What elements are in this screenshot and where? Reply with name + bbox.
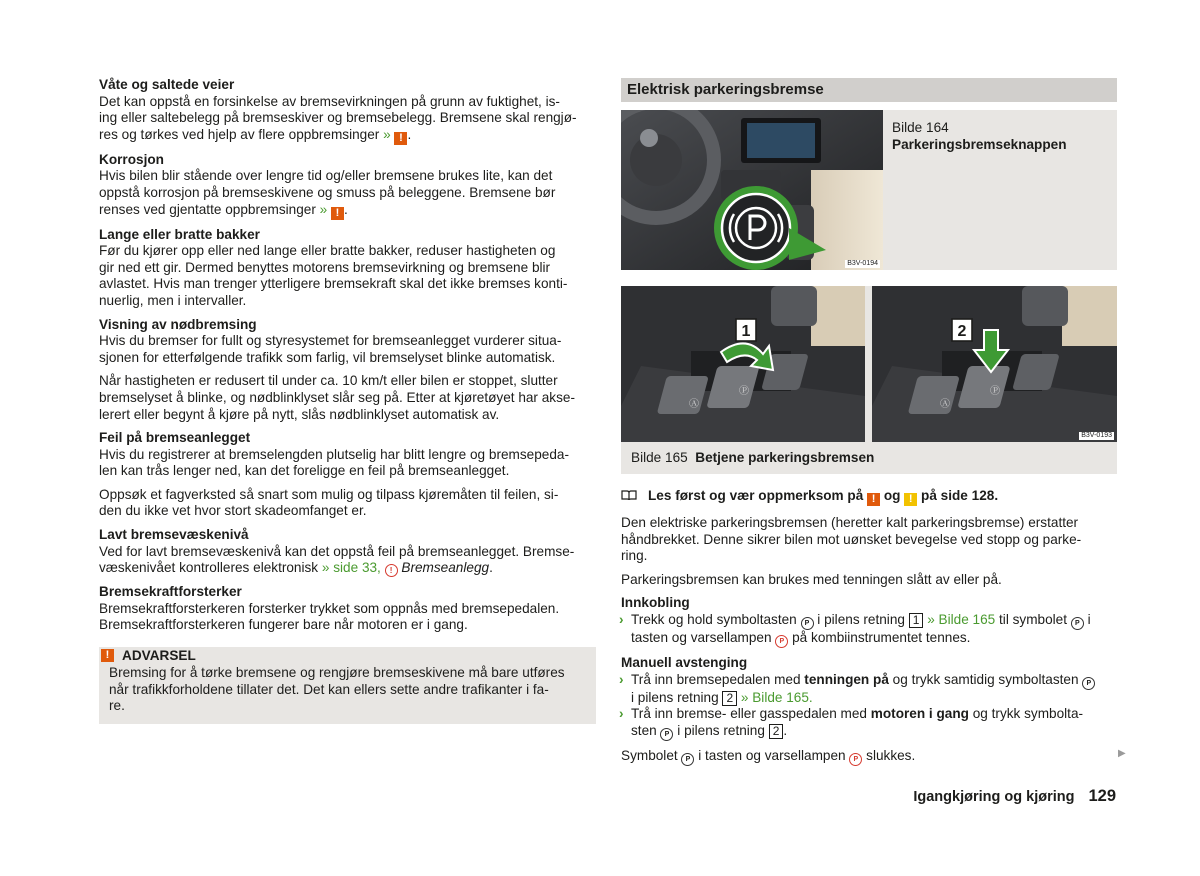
- text-bold: motoren i gang: [870, 706, 969, 722]
- heading-manuell: Manuell avstenging: [621, 654, 748, 670]
- step: [621, 612, 1117, 648]
- text-span: Trå inn bremse- eller gasspedalen med: [631, 706, 867, 722]
- text-span: og trykk symbolta-: [972, 706, 1084, 722]
- svg-text:Ⓟ: Ⓟ: [990, 386, 1000, 397]
- text-span: til symbolet: [999, 611, 1068, 627]
- figure-165: [621, 286, 1117, 474]
- text-line: [631, 672, 1117, 690]
- text-line: ring.: [621, 548, 648, 564]
- warning-icon[interactable]: !: [331, 207, 344, 220]
- text-line: [631, 706, 1117, 723]
- figure-164-caption: [892, 120, 1067, 153]
- heading-booster: Bremsekraftforsterker: [99, 584, 242, 600]
- text-line: Ved for lavt bremsevæskenivå kan det oppstå feil på bremseanlegget. Bremse-: [99, 543, 575, 559]
- figure-165-caption: [631, 450, 874, 467]
- text-line: [99, 560, 596, 577]
- parking-brake-icon: P: [1071, 617, 1084, 630]
- parking-brake-icon: P: [801, 617, 814, 630]
- section-emergency-braking: [99, 317, 596, 424]
- text-line: [631, 630, 1117, 648]
- text-line: Den elektriske parkeringsbremsen (heretter kalt parkeringsbremse) erstatter: [621, 515, 1079, 530]
- warning-body: [99, 665, 596, 715]
- heading-innkobling: Innkobling: [621, 595, 690, 611]
- text-line: Det kan oppstå en forsinkelse av bremsevirkningen på grunn av fuktighet, is-: [99, 93, 560, 109]
- text-line: renses ved gjentatte oppbremsinger » ! .: [99, 201, 348, 219]
- brake-warning-icon: !: [385, 564, 398, 577]
- parking-brake-icon: P: [1082, 677, 1095, 690]
- warning-box: [99, 647, 596, 724]
- text-line: Bremsing for å tørke bremsene og rengjøre bremseskivene må bare utføres: [109, 665, 565, 681]
- section-title-bar: Elektrisk parkeringsbremse: [621, 78, 1117, 102]
- text-line: Bremsekraftforsterkeren fungerer bare når motoren er i gang.: [99, 617, 468, 633]
- text-span: på side 128.: [921, 488, 999, 503]
- figure-number: Bilde 164: [892, 120, 949, 135]
- warning-header: [99, 647, 596, 665]
- link-side-33[interactable]: » side 33,: [321, 560, 381, 576]
- parking-brake-lamp-icon: P: [849, 753, 862, 766]
- text-line: Bremsekraftforsterkeren forsterker trykket som oppnås med bremsepedalen.: [99, 600, 560, 616]
- text-line: Parkeringsbremsen kan brukes med tenningen slått av eller på.: [621, 571, 1002, 587]
- text-span: på kombiinstrumentet tennes.: [792, 629, 971, 645]
- link-arrow[interactable]: »: [319, 201, 328, 217]
- console-illustration: [621, 110, 883, 270]
- image-code: B3V-0193: [1081, 432, 1112, 439]
- text-line: lerert eller begynt å kjøre på nytt, slås nødblinklyset automatisk av.: [99, 406, 500, 422]
- text-span: Symbolet: [621, 747, 678, 763]
- text-line: den du ikke vet hvor stort skadeomfanget er.: [99, 503, 367, 519]
- chapter-title: Igangkjøring og kjøring: [913, 789, 1075, 805]
- text-italic: Bremseanlegg: [401, 560, 490, 576]
- text-span: Les først og vær oppmerksom på: [648, 488, 864, 503]
- text-span: tasten og varsellampen: [631, 629, 772, 645]
- page-number: 129: [1088, 787, 1116, 805]
- text-line: [631, 723, 1117, 741]
- text-line: nuerlig, men i intervaller.: [99, 292, 247, 308]
- read-first-note: [621, 488, 1117, 506]
- text-span: Trå inn bremsepedalen med: [631, 671, 801, 687]
- text-span: slukkes.: [866, 747, 916, 763]
- text-span: i tasten og varsellampen: [698, 747, 846, 763]
- warning-title: ADVARSEL: [122, 648, 196, 664]
- link-arrow[interactable]: »: [383, 126, 391, 142]
- figure-165-image-2: [872, 286, 1117, 442]
- marker-1: 1: [741, 323, 751, 340]
- button-push-illustration: [872, 286, 1117, 442]
- text-line: sjonen for etterfølgende trafikk som farlig, vil bremselyset blinke automatisk.: [99, 349, 556, 365]
- text-line: avlastet. Hvis man trenger ytterligere bremsekraft skal det ikke bremses konti-: [99, 276, 568, 292]
- link-bilde-165[interactable]: » Bilde 165: [927, 611, 996, 627]
- text-line: Hvis bilen blir stående over lengre tid og/eller bremsene brukes lite, kan det: [99, 168, 553, 184]
- section-wet-roads: [99, 77, 596, 145]
- button-pull-illustration: [621, 286, 865, 442]
- heading-brake-fault: Feil på bremseanlegget: [99, 430, 251, 446]
- text-line: Når hastigheten er redusert til under ca. 10 km/t eller bilen er stoppet, slutter: [99, 373, 558, 389]
- text-line: [621, 748, 1117, 766]
- warning-icon: !: [101, 649, 114, 662]
- figure-164: [621, 110, 1117, 270]
- figure-title: Betjene parkeringsbremsen: [695, 450, 875, 465]
- text-line: res og tørkes ved hjelp av flere oppbremsinger » ! .: [99, 126, 412, 144]
- text-line: [631, 612, 1117, 630]
- parking-brake-icon: P: [681, 753, 694, 766]
- section-booster: [99, 584, 596, 634]
- text-bold: tenningen på: [804, 671, 889, 687]
- text-span: og: [883, 488, 901, 503]
- svg-text:Ⓟ: Ⓟ: [739, 386, 749, 397]
- text-span: res og tørkes ved hjelp av flere oppbremsinger: [99, 126, 380, 142]
- step: [621, 672, 1117, 707]
- image-code: B3V-0194: [847, 260, 878, 267]
- text-line: ing eller saltebelegg på bremseskiver og bremsebelegg. Bremsene skal rengjø-: [99, 110, 577, 126]
- figure-number: Bilde 165: [631, 450, 688, 465]
- left-column: [99, 77, 596, 724]
- text-span: i pilens retning: [677, 722, 765, 738]
- text-span: væskenivået kontrolleres elektronisk: [99, 560, 319, 576]
- text-line: re.: [109, 698, 125, 714]
- arrow-number-box: 2: [769, 724, 784, 739]
- parking-brake-lamp-icon: P: [775, 635, 788, 648]
- section-low-fluid: [99, 527, 596, 577]
- text-line: [631, 690, 1117, 707]
- text-span: Trekk og hold symboltasten: [631, 611, 797, 627]
- text-line: oppstå korrosjon på bremseskivene og smuss på beleggene. Bremsene bør: [99, 184, 556, 200]
- text-line: gir ned ett gir. Dermed benyttes motorens bremsevirkning og bremsene blir: [99, 259, 551, 275]
- text-span: i: [1087, 611, 1091, 627]
- link-bilde-165[interactable]: » Bilde 165.: [740, 689, 813, 705]
- heading-emergency-braking: Visning av nødbremsing: [99, 316, 257, 332]
- parking-brake-icon: P: [660, 728, 673, 741]
- text-span: og trykk samtidig symboltasten: [892, 671, 1079, 687]
- text-span: sten: [631, 722, 657, 738]
- warning-icon[interactable]: !: [867, 493, 880, 506]
- text-line: Før du kjører opp eller ned lange eller bratte bakker, reduser hastigheten og: [99, 243, 556, 259]
- heading-low-fluid: Lavt bremsevæskenivå: [99, 527, 249, 543]
- text-line: Hvis du bremser for fullt og styresystemet for bremseanlegget vurderer situa-: [99, 333, 562, 349]
- figure-title: Parkeringsbremseknappen: [892, 136, 1067, 152]
- marker-2: 2: [957, 323, 967, 340]
- text-line: len kan trås lenger ned, kan det foreligge en feil på bremseanlegget.: [99, 463, 510, 479]
- text-line: når trafikkforholdene tillater det. Det kan ellers sette andre trafikanter i fa-: [109, 681, 549, 697]
- text-line: Oppsøk et fagverksted så snart som mulig og tilpass kjøremåten til feilen, si-: [99, 486, 559, 502]
- figure-164-image: [621, 110, 883, 270]
- section-corrosion: [99, 152, 596, 220]
- right-column: [621, 78, 1117, 766]
- text-line: bremselyset å blinke, og nødblinklyset slår seg på. Etter at kjøretøyet har akse-: [99, 389, 575, 405]
- text-line: Hvis du registrerer at bremselengden plutselig har blitt lengre og bremsepeda-: [99, 446, 569, 462]
- arrow-number-box: 2: [722, 691, 737, 706]
- text-span: .: [489, 560, 493, 576]
- heading-corrosion: Korrosjon: [99, 151, 164, 167]
- step-arrow: ›: [619, 706, 624, 722]
- heading-wet-roads: Våte og saltede veier: [99, 77, 235, 92]
- section-long-hills: [99, 227, 596, 310]
- figure-165-image-1: [621, 286, 865, 442]
- text-span: renses ved gjentatte oppbremsinger: [99, 201, 316, 217]
- section-brake-fault: [99, 430, 596, 520]
- svg-text:Ⓐ: Ⓐ: [940, 399, 950, 410]
- page-footer: [913, 788, 1116, 806]
- arrow-number-box: 1: [909, 613, 924, 628]
- text-span: i pilens retning: [817, 611, 905, 627]
- step: [621, 706, 1117, 741]
- book-icon: [621, 490, 637, 501]
- step-arrow: ›: [619, 671, 624, 687]
- svg-text:Ⓐ: Ⓐ: [689, 399, 699, 410]
- text-span: i pilens retning: [631, 689, 719, 705]
- text-line: håndbrekket. Denne sikrer bilen mot uønsket bevegelse ved stopp og parke-: [621, 531, 1082, 547]
- section-manuell: [621, 655, 1117, 741]
- warning-icon[interactable]: !: [394, 132, 407, 145]
- section-innkobling: [621, 595, 1117, 648]
- heading-long-hills: Lange eller bratte bakker: [99, 226, 260, 242]
- step-arrow: ›: [619, 611, 624, 627]
- continue-arrow-icon: ▶: [1118, 748, 1126, 759]
- text-span: .: [783, 722, 788, 738]
- note-icon[interactable]: !: [904, 493, 917, 506]
